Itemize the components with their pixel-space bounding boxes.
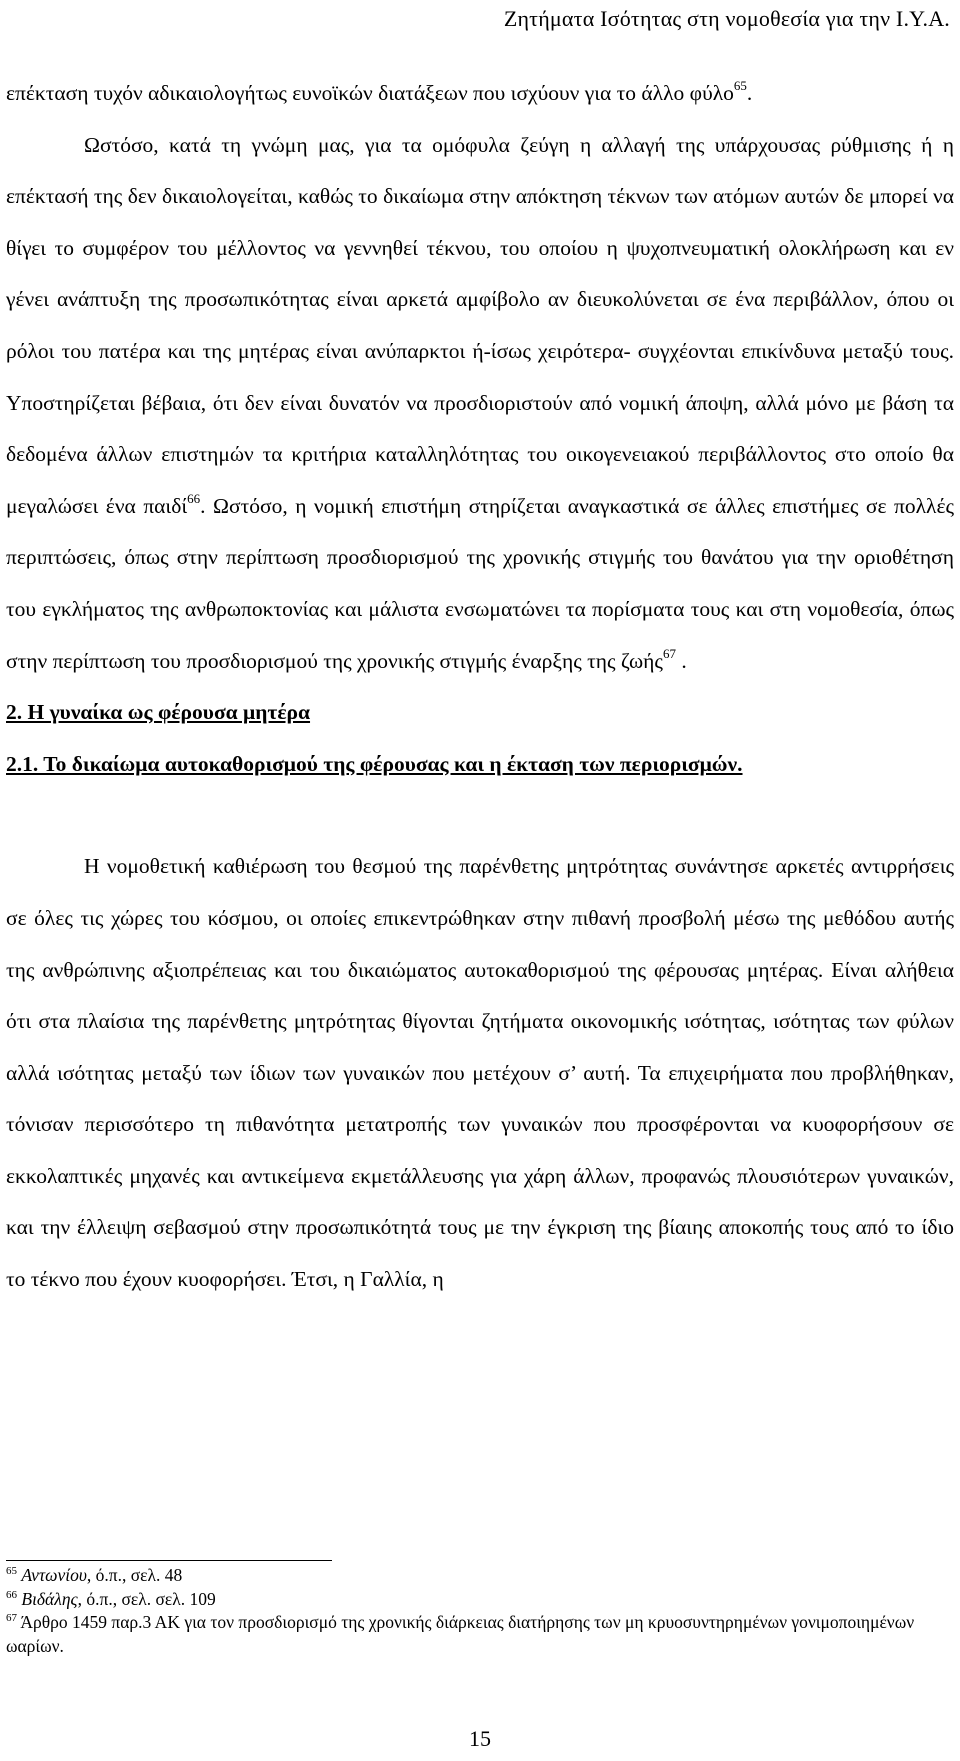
footnote-number: 65 — [6, 1565, 17, 1577]
paragraph-text: Ωστόσο, κατά τη γνώμη μας, για τα ομόφυλα ζεύγη η αλλαγή της υπάρχουσας ρύθμισης ή η επέκτασή της δεν δικαιολογείται, καθώς το δικαίωμα στην απόκτηση τέκνων των ατόμων αυτών δε μπορεί να θίγει το συμφέρον του μέλλοντος να γεννηθεί τέκνου, του οποίου η ψυχοπνευματική ολοκλήρωση και εν γένει ανάπτυξη της προσωπικότητας είναι αρκετά αμφίβολο αν διευκολύνεται σε ένα περιβάλλον, όπου οι ρόλοι του πατέρα και της μητέρας είναι ανύπαρκτοι ή-ίσως χειρότερα- συγχέονται επικίνδυνα μεταξύ τους. Υποστηρίζεται βέβαια, ότι δεν είναι δυνατόν να προσδιοριστούν από νομική άποψη, αλλά μόνο με βάση τα δεδομένα άλλων επιστημών τα κριτήρια καταλληλότητας του οικογενειακού περιβάλλοντος στο οποίο θα μεγαλώσει ένα παιδί — [6, 132, 954, 518]
footnote-author: Αντωνίου — [21, 1565, 87, 1585]
paragraph-continuation — [6, 68, 954, 120]
footnotes — [6, 1564, 954, 1658]
paragraph-text: επέκταση τυχόν αδικαιολογήτως ευνοϊκών διατάξεων που ισχύουν για το άλλο φύλο — [6, 81, 734, 105]
footnote-text: , ό.π., σελ. σελ. 109 — [77, 1588, 216, 1609]
spacer — [6, 790, 954, 841]
footnote-number: 67 — [6, 1612, 17, 1624]
paragraph-text: . — [746, 81, 753, 105]
footnote-ref[interactable]: 67 — [662, 645, 676, 661]
footnote-author: Βιδάλης — [21, 1588, 78, 1609]
paragraph-text: . Ωστόσο, η νομική επιστήμη στηρίζεται αναγκαστικά σε άλλες επιστήμες σε πολλές περιπτώσεις, όπως στην περίπτωση προσδιορισμού της χρονικής στιγμής του θανάτου για την οριοθέτηση του εγκλήματος της ανθρωποκτονίας και μάλιστα ενσωματώνει τα πορίσματα τους και στη νομοθεσία, όπως στην περίπτωση του προσδιορισμού της χρονικής στιγμής έναρξης της ζωής — [6, 493, 954, 673]
section-heading: 2. Η γυναίκα ως φέρουσα μητέρα — [6, 700, 311, 725]
footnote — [6, 1564, 954, 1588]
footnote-text: , ό.π., σελ. 48 — [86, 1565, 183, 1585]
body-text — [6, 68, 954, 1306]
paragraph — [6, 120, 954, 688]
paragraph-text: . — [675, 648, 687, 673]
footnote-text: Άρθρο 1459 παρ.3 ΑΚ για τον προσδιορισμό της χρονικής διάρκειας διατήρησης των μη κρυοσυντηρημένων γονιμοποιημένων ωαρίων. — [6, 1612, 915, 1656]
footnote — [6, 1588, 954, 1612]
footnote-ref[interactable]: 66 — [187, 490, 201, 506]
paragraph: Η νομοθετική καθιέρωση του θεσμού της παρένθετης μητρότητας συνάντησε αρκετές αντιρρήσεις σε όλες τις χώρες του κόσμου, οι οποίες επικεντρώθηκαν στην πιθανή προσβολή μέσω της μεθόδου αυτής της ανθρώπινης αξιοπρέπειας και του δικαιώματος αυτοκαθορισμού της φέρουσας μητέρας. Είναι αλήθεια ότι στα πλαίσια της παρένθετης μητρότητας θίγονται ζητήματα οικονομικής ισότητας, ισότητας των φύλων αλλά ισότητας μεταξύ των ίδιων των γυναικών που μετέχουν σ’ αυτή. Τα επιχειρήματα που προβλήθηκαν, τόνισαν περισσότερο τη πιθανότητα μετατροπής των γυναικών που προσφέρονται να κυοφορήσουν σε εκκολαπτικές μηχανές και αντικείμενα εκμετάλλευσης για χάρη άλλων, προφανώς πλουσιότερων γυναικών, και την έλλειψη σεβασμού στην προσωπικότητά τους με την έγκριση της βίαιης αποκοπής τους από το ίδιο το τέκνο που έχουν κυοφορήσει. Έτσι, η Γαλλία, η — [6, 854, 954, 1292]
footnote-separator — [6, 1560, 332, 1561]
footnote-ref[interactable]: 65 — [733, 78, 747, 93]
footnote-number: 66 — [6, 1588, 17, 1601]
running-head: Ζητήματα Ισότητας στη νομοθεσία για την Ι.Υ.Α. — [503, 6, 950, 31]
subsection-heading: 2.1. Το δικαίωμα αυτοκαθορισμού της φέρουσας και η έκταση των περιορισμών. — [6, 751, 743, 776]
footnote — [6, 1611, 954, 1658]
page-number: 15 — [469, 1726, 491, 1751]
